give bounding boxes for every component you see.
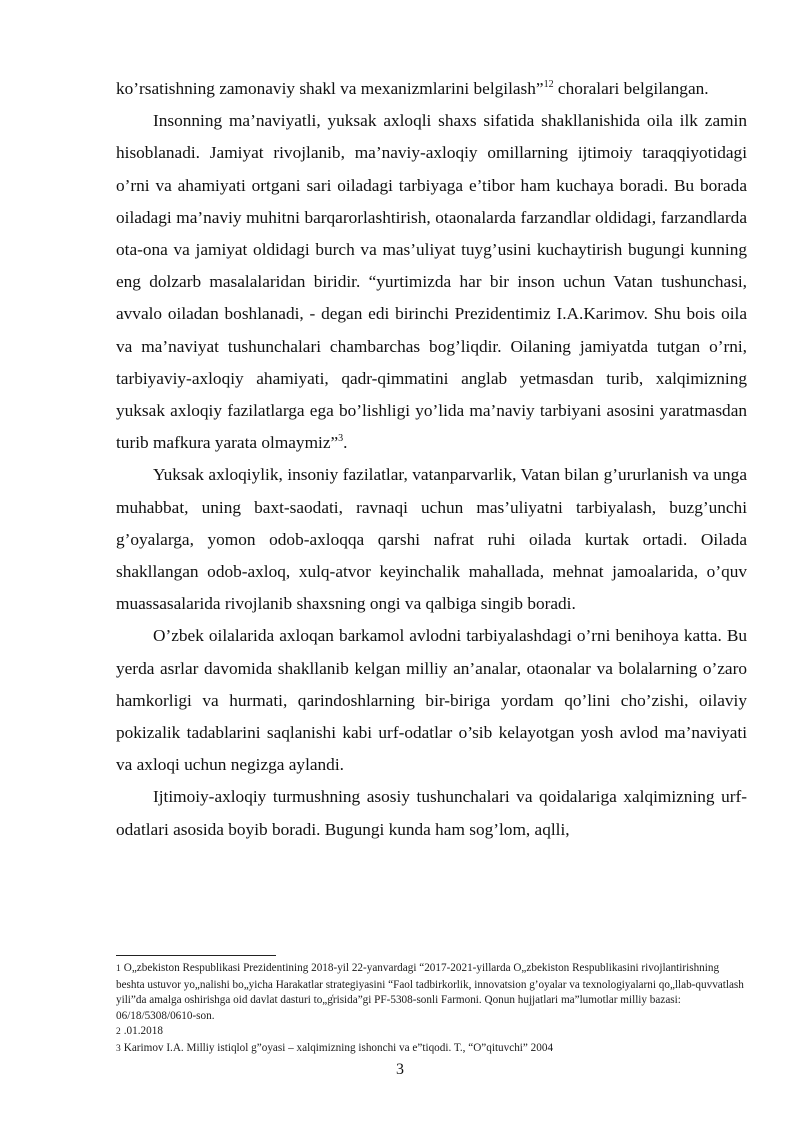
body-text: [116, 73, 747, 846]
footnote-1: [116, 961, 747, 1024]
footnotes: [116, 961, 747, 1057]
paragraph-2-text: Insonning ma’naviyatli, yuksak axloqli shaxs sifatida shakllanishida oila ilk zamin hisoblanadi. Jamiyat rivojlanib, ma’naviy-axloqiy omillarning ijtimoiy taraqqiyotidagi o’rni va ahamiyati ortgani sari oiladagi tarbiyaga e’tibor ham kuchaya boradi. Bu borada oiladagi ma’naviy muhitni barqarorlashtirish, otaonalarda farzandlar oldidagi, farzandlarda ota-ona va jamiyat oldidagi burch va mas’uliyat tuyg’usini kuchaytirish bugungi kunning eng dolzarb masalalaridan biridir. “yurtimizda har bir inson uchun Vatan tushunchasi, avvalo oiladan boshlanadi, - degan edi birinchi Prezidentimiz I.A.Karimov. Shu bois oila va ma’naviyat tushunchalari chambarchas bog’liqdir. Oilaning jamiyatda tutgan o’rni, tarbiyaviy-axloqiy ahamiyati, qadr-qimmatini anglab yetmasdan turib, xalqimizning yuksak axloqiy fazilatlarga ega bo’lishligi yo’lida ma’naviy tarbiyani asosini yaratmasdan turib mafkura yarata olmaymiz”: [116, 111, 747, 453]
footnote-separator: [116, 955, 276, 956]
paragraph-5: Ijtimoiy-axloqiy turmushning asosiy tushunchalari va qoidalariga xalqimizning urf-odatlari asosida boyib boradi. Bugungi kunda ham sog’lom, aqlli,: [116, 787, 747, 839]
footnote-3-number: 3: [116, 1043, 121, 1054]
paragraph-1-text: ko’rsatishning zamonaviy shakl va mexanizmlarini belgilash”: [116, 79, 544, 98]
footnote-1-number: 1: [116, 964, 121, 974]
paragraph-4: O’zbek oilalarida axloqan barkamol avlodni tarbiyalashdagi o’rni benihoya katta. Bu yerda asrlar davomida shakllanib kelgan milliy an’analar, otaonalar va bolalarning o’zaro hamkorligi va hurmati, qarindoshlarning bir-biriga yordam qo’lini cho’zishi, oilaviy pokizalik tadablarini saqlanishi kabi urf-odatlar o’sib kelayotgan yosh avlod ma’naviyati va axloqi uchun negizga aylandi.: [116, 626, 747, 775]
paragraph-1-tail: choralari belgilangan.: [553, 79, 709, 98]
footnote-3-text: Karimov I.A. Milliy istiqlol g”oyasi – xalqimizning ishonchi va e”tiqodi. T., “O”qituvchi” 2004: [123, 1041, 554, 1054]
footnote-2: [116, 1024, 747, 1041]
paragraph-3: Yuksak axloqiylik, insoniy fazilatlar, vatanparvarlik, Vatan bilan g’ururlanish va unga muhabbat, uning baxt-saodati, ravnaqi uchun mas’uliyatni tarbiyalash, buzg’unchi g’oyalarga, yomon odob-axloqqa qarshi nafrat ruhi oilada kurtak ortadi. Oilada shakllangan odob-axloq, xulq-atvor keyinchalik mahallada, mehnat jamoalarida, o’quv muassasalarida rivojlanib shaxsning ongi va qalbiga singib boradi.: [116, 465, 747, 614]
paragraph-1: [116, 73, 747, 105]
paragraph-2-tail: .: [343, 433, 348, 453]
footnote-2-text: .01.2018: [123, 1025, 163, 1037]
page-number: 3: [396, 1061, 404, 1078]
footnote-2-number: 2: [116, 1027, 121, 1037]
paragraph-2: [116, 105, 747, 459]
footnote-ref-12: 12: [543, 79, 554, 90]
footnote-1-text: O„zbekiston Respublikasi Prezidentining 2018-yil 22-yanvardagi “2017-2021-yillarda O„zbekiston Respublikasini rivojlantirishning beshta ustuvor yo„nalishi bo„yicha Harakatlar strategiyasini “Faol tadbirkorlik, innovatsion g’oyalar va texnologiyalarni qo„llab-quvvatlash yili”da amalga oshirishga oid davlat dasturi to„g̒risida”gi PF-5308-sonli Farmoni. Qonun hujjatlari ma”lumotlar milliy bazasi: 06/18/5308/0610-son.: [116, 962, 744, 1022]
footnote-3: [116, 1041, 747, 1058]
footnote-ref-3: 3: [338, 433, 344, 445]
